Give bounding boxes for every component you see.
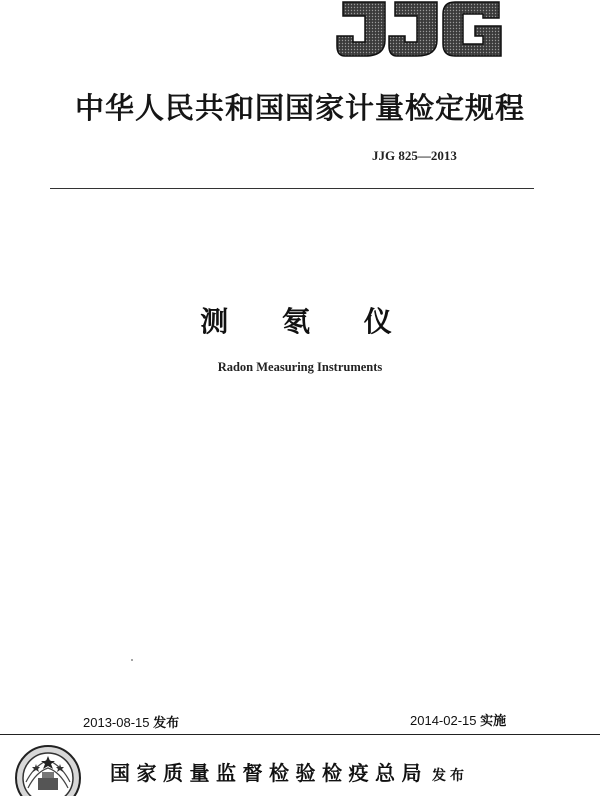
implement-date <box>410 710 506 729</box>
bottom-divider <box>0 734 600 735</box>
standard-code: JJG 825—2013 <box>372 148 457 163</box>
implement-date-value: 2014-02-15 <box>410 713 477 728</box>
publisher <box>110 757 468 786</box>
publisher-name: 国家质量监督检验检疫总局 <box>110 761 428 785</box>
issue-date-value: 2013-08-15 <box>83 715 150 730</box>
top-divider <box>50 188 534 189</box>
publisher-suffix: 发布 <box>432 768 468 784</box>
jjg-logo-icon <box>335 0 505 58</box>
document-subtitle: Radon Measuring Instruments <box>217 360 383 374</box>
implement-date-label: 实施 <box>480 713 507 728</box>
issue-date-label: 发布 <box>153 715 180 730</box>
issue-date <box>83 712 179 731</box>
main-title: 中华人民共和国国家计量检定规程 <box>74 91 525 125</box>
national-emblem-icon <box>14 742 82 796</box>
document-title: 测 氡 仪 <box>200 305 414 338</box>
jjg-logo <box>335 0 505 58</box>
speck <box>131 659 133 661</box>
